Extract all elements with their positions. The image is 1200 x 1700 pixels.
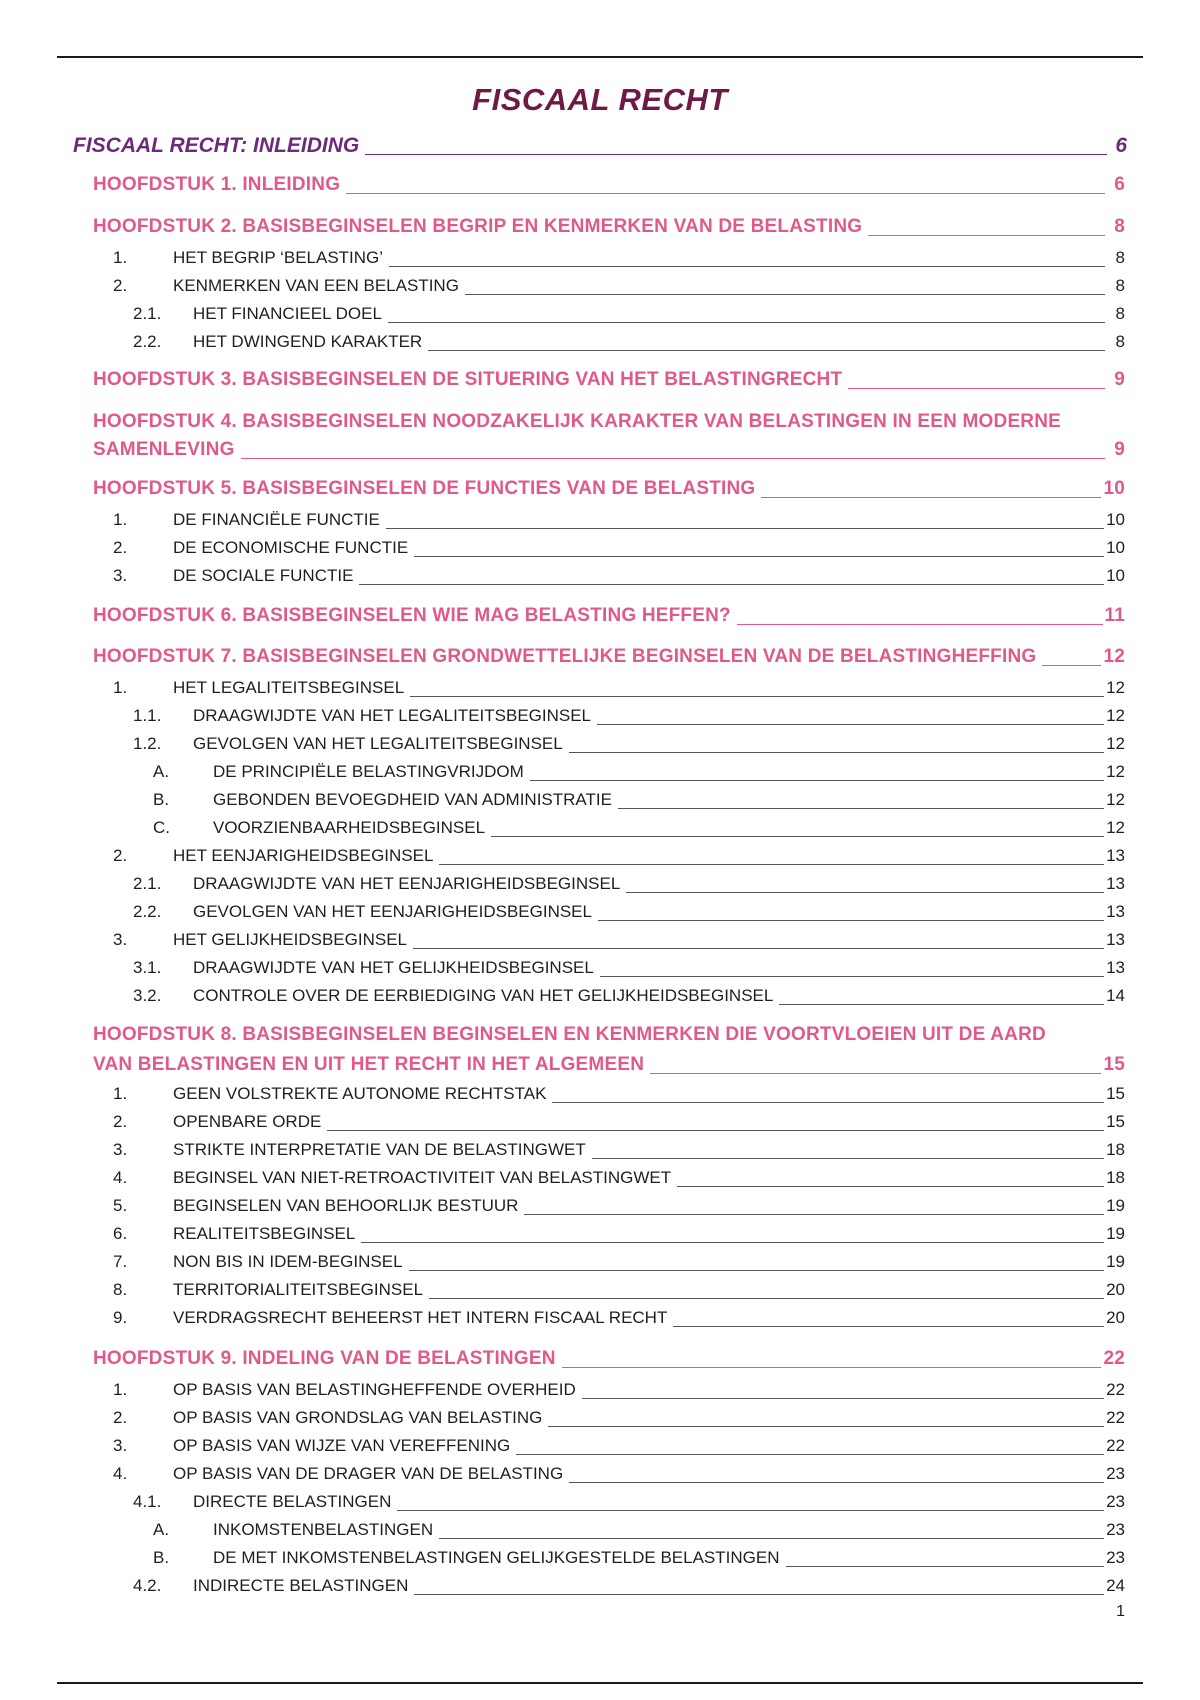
document-title: FISCAAL RECHT	[472, 82, 728, 117]
toc-item[interactable]: 2. OP BASIS VAN GRONDSLAG VAN BELASTING 22	[113, 1408, 1125, 1427]
toc-item[interactable]: 7. NON BIS IN IDEM-BEGINSEL 19	[113, 1252, 1125, 1271]
toc-chapter-7[interactable]: HOOFDSTUK 7. BASISBEGINSELEN GRONDWETTELIJKE BEGINSELEN VAN DE BELASTINGHEFFING 12	[93, 646, 1125, 667]
toc-chapter-6[interactable]: HOOFDSTUK 6. BASISBEGINSELEN WIE MAG BELASTING HEFFEN? 11	[93, 605, 1125, 626]
toc-item[interactable]: 3. HET GELIJKHEIDSBEGINSEL 13	[113, 930, 1125, 949]
toc-item[interactable]: 2.2. HET DWINGEND KARAKTER 8	[133, 332, 1125, 351]
toc-item[interactable]: 4.2. INDIRECTE BELASTINGEN 24	[133, 1576, 1125, 1595]
toc-chapter-3[interactable]: HOOFDSTUK 3. BASISBEGINSELEN DE SITUERING VAN HET BELASTINGRECHT 9	[93, 369, 1125, 390]
top-rule	[57, 56, 1143, 58]
toc-chapter-9[interactable]: HOOFDSTUK 9. INDELING VAN DE BELASTINGEN 22	[93, 1348, 1125, 1369]
toc-item[interactable]: 1. OP BASIS VAN BELASTINGHEFFENDE OVERHEID 22	[113, 1380, 1125, 1399]
toc-item[interactable]: 4. OP BASIS VAN DE DRAGER VAN DE BELASTING 23	[113, 1464, 1125, 1483]
toc-item[interactable]: 8. TERRITORIALITEITSBEGINSEL 20	[113, 1280, 1125, 1299]
toc-item[interactable]: 1. DE FINANCIËLE FUNCTIE 10	[113, 510, 1125, 529]
toc-item[interactable]: C. VOORZIENBAARHEIDSBEGINSEL 12	[153, 818, 1125, 837]
toc-item[interactable]: 5. BEGINSELEN VAN BEHOORLIJK BESTUUR 19	[113, 1196, 1125, 1215]
toc-chapter-4-line1[interactable]: HOOFDSTUK 4. BASISBEGINSELEN NOODZAKELIJK KARAKTER VAN BELASTINGEN IN EEN MODERNE	[93, 411, 1062, 432]
toc-item[interactable]: A. DE PRINCIPIËLE BELASTINGVRIJDOM 12	[153, 762, 1125, 781]
toc-item[interactable]: B. GEBONDEN BEVOEGDHEID VAN ADMINISTRATIE 12	[153, 790, 1125, 809]
toc-item[interactable]: 2.1. DRAAGWIJDTE VAN HET EENJARIGHEIDSBEGINSEL 13	[133, 874, 1125, 893]
toc-item[interactable]: 9. VERDRAGSRECHT BEHEERST HET INTERN FISCAAL RECHT 20	[113, 1308, 1125, 1327]
toc-item[interactable]: 4.1. DIRECTE BELASTINGEN 23	[133, 1492, 1125, 1511]
toc-chapter-2[interactable]: HOOFDSTUK 2. BASISBEGINSELEN BEGRIP EN KENMERKEN VAN DE BELASTING 8	[93, 216, 1125, 237]
toc-item[interactable]: 1. GEEN VOLSTREKTE AUTONOME RECHTSTAK 15	[113, 1084, 1125, 1103]
toc-item[interactable]: 2.2. GEVOLGEN VAN HET EENJARIGHEIDSBEGINSEL 13	[133, 902, 1125, 921]
toc-item[interactable]: 2. KENMERKEN VAN EEN BELASTING 8	[113, 276, 1125, 295]
toc-item[interactable]: B. DE MET INKOMSTENBELASTINGEN GELIJKGESTELDE BELASTINGEN 23	[153, 1548, 1125, 1567]
toc-item[interactable]: A. INKOMSTENBELASTINGEN 23	[153, 1520, 1125, 1539]
toc-item[interactable]: 3. DE SOCIALE FUNCTIE 10	[113, 566, 1125, 585]
toc-chapter-1[interactable]: HOOFDSTUK 1. INLEIDING 6	[93, 174, 1125, 195]
toc-item[interactable]: 3. OP BASIS VAN WIJZE VAN VEREFFENING 22	[113, 1436, 1125, 1455]
toc-item[interactable]: 3. STRIKTE INTERPRETATIE VAN DE BELASTINGWET 18	[113, 1140, 1125, 1159]
toc-item[interactable]: 6. REALITEITSBEGINSEL 19	[113, 1224, 1125, 1243]
toc-item[interactable]: 1. HET LEGALITEITSBEGINSEL 12	[113, 678, 1125, 697]
bottom-rule	[57, 1682, 1143, 1684]
toc-item[interactable]: 2. DE ECONOMISCHE FUNCTIE 10	[113, 538, 1125, 557]
toc-item[interactable]: 3.1. DRAAGWIJDTE VAN HET GELIJKHEIDSBEGINSEL 13	[133, 958, 1125, 977]
toc-item[interactable]: 3.2. CONTROLE OVER DE EERBIEDIGING VAN HET GELIJKHEIDSBEGINSEL 14	[133, 986, 1125, 1005]
toc-item[interactable]: 1.2. GEVOLGEN VAN HET LEGALITEITSBEGINSEL 12	[133, 734, 1125, 753]
toc-item[interactable]: 1. HET BEGRIP ‘BELASTING’ 8	[113, 248, 1125, 267]
toc-item[interactable]: 2. OPENBARE ORDE 15	[113, 1112, 1125, 1131]
page-number: 1	[1116, 1603, 1125, 1620]
toc-item[interactable]: 1.1. DRAAGWIJDTE VAN HET LEGALITEITSBEGINSEL 12	[133, 706, 1125, 725]
toc-chapter-5[interactable]: HOOFDSTUK 5. BASISBEGINSELEN DE FUNCTIES VAN DE BELASTING 10	[93, 478, 1125, 499]
toc-chapter-4[interactable]: SAMENLEVING 9	[93, 439, 1125, 460]
toc-item[interactable]: 2.1. HET FINANCIEEL DOEL 8	[133, 304, 1125, 323]
toc-part-heading[interactable]: FISCAAL RECHT: INLEIDING 6	[73, 134, 1127, 157]
toc-chapter-8[interactable]: VAN BELASTINGEN EN UIT HET RECHT IN HET ALGEMEEN 15	[93, 1054, 1125, 1075]
toc-chapter-8-line1[interactable]: HOOFDSTUK 8. BASISBEGINSELEN BEGINSELEN EN KENMERKEN DIE VOORTVLOEIEN UIT DE AARD	[93, 1024, 1046, 1045]
toc-item[interactable]: 2. HET EENJARIGHEIDSBEGINSEL 13	[113, 846, 1125, 865]
toc-item[interactable]: 4. BEGINSEL VAN NIET-RETROACTIVITEIT VAN BELASTINGWET 18	[113, 1168, 1125, 1187]
